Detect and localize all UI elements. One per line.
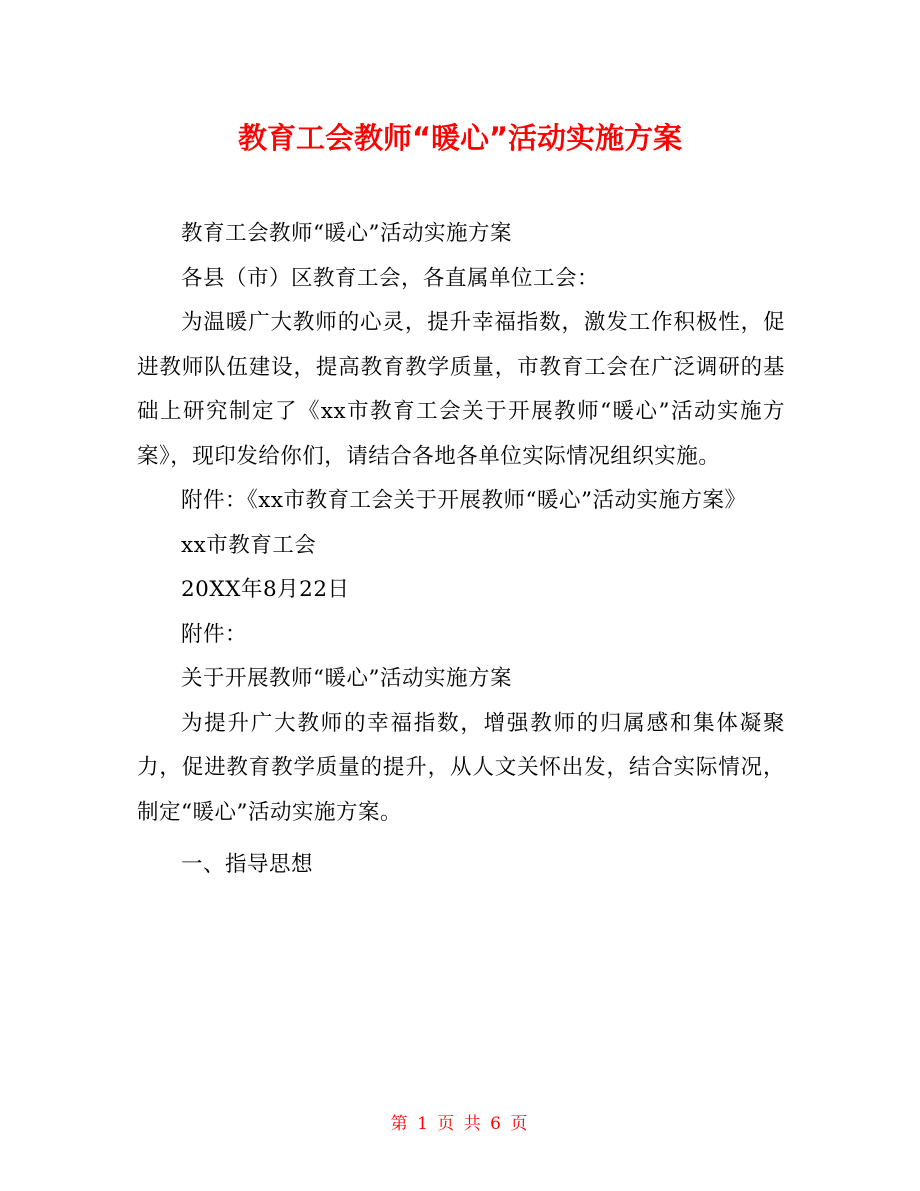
- paragraph-heading-repeat: 教育工会教师“暖心”活动实施方案: [181, 221, 512, 246]
- paragraph-issuer: xx市教育工会: [181, 532, 317, 558]
- document-title: 教育工会教师“暖心”活动实施方案: [237, 121, 683, 155]
- document-body: [137, 212, 785, 888]
- paragraph-attachment-label: 附件：: [181, 621, 248, 647]
- paragraph-salutation: 各县（市）区教育工会，各直属单位工会：: [181, 265, 600, 291]
- section-heading: 一、指导思想: [181, 852, 314, 877]
- paragraph-date: 20XX年8月22日: [181, 577, 350, 602]
- paragraph-notice: 为温暖广大教师的心灵，提升幸福指数，激发工作积极性，促进教师队伍建设，提高教育教学质量，市教育工会在广泛调研的基础上研究制定了《xx市教育工会关于开展教师“暖心”活动实施方案》，现印发给你们，请结合各地各单位实际情况组织实施。: [137, 310, 785, 469]
- page-number-footer: 第 1 页 共 6 页: [390, 1114, 530, 1134]
- paragraph-attachment-ref: 附件：《xx市教育工会关于开展教师“暖心”活动实施方案》: [181, 488, 747, 513]
- paragraph-attachment-title: 关于开展教师“暖心”活动实施方案: [181, 666, 512, 691]
- paragraph-purpose: 为提升广大教师的幸福指数，增强教师的归属感和集体凝聚力，促进教育教学质量的提升，从人文关怀出发，结合实际情况，制定“暖心”活动实施方案。: [137, 710, 785, 825]
